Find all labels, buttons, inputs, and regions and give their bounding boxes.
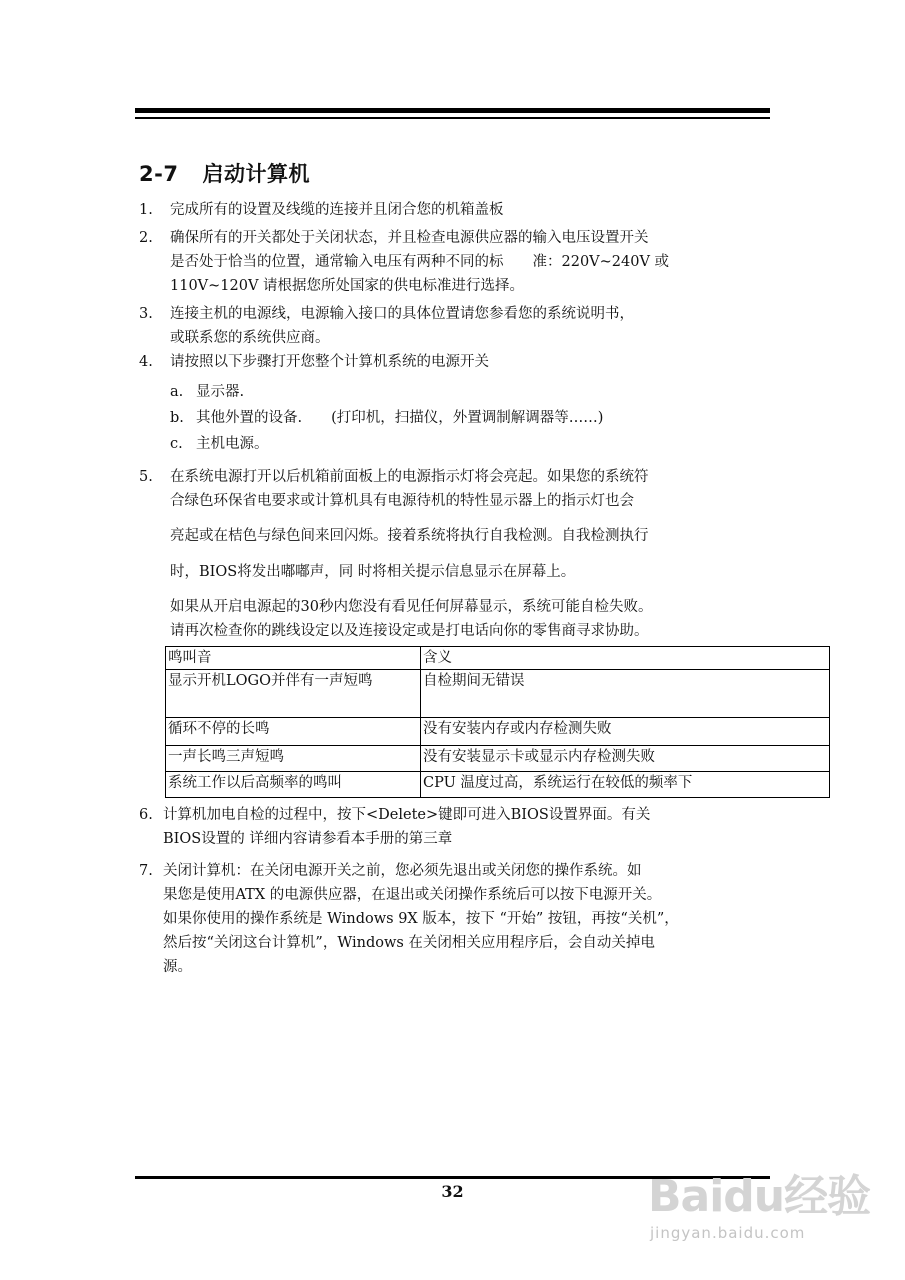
table-row <box>166 746 830 772</box>
substep-text: 主机电源。 <box>196 436 269 452</box>
list-item-line: 关闭计算机：在关闭电源开关之前，您必须先退出或关闭您的操作系统。如 <box>163 863 642 879</box>
table-cell: 一声长鸣三声短鸣 <box>166 746 421 772</box>
list-item-line: 确保所有的开关都处于关闭状态，并且检查电源供应器的输入电压设置开关 <box>170 230 649 246</box>
list-item-1 <box>139 198 779 222</box>
substep-letter: c. <box>170 436 183 452</box>
table-row <box>166 772 830 798</box>
list-item-number: 6. <box>139 807 153 823</box>
item5-line-3: 亮起或在桔色与绿色间来回闪烁。接着系统将执行自我检测。自我检测执行 <box>170 528 649 544</box>
list-item-line: 合绿色环保省电要求或计算机具有电源待机的特性显示器上的指示灯也会 <box>170 493 634 509</box>
list-item-number: 1. <box>139 202 153 218</box>
beep-code-table <box>165 646 830 798</box>
table-header-cell: 鸣叫音 <box>166 647 421 670</box>
header-rule-thick <box>135 108 770 113</box>
table-cell: 循环不停的长鸣 <box>166 718 421 746</box>
item5-line-4: 时，BIOS将发出嘟嘟声，同 时将相关提示信息显示在屏幕上。 <box>170 564 576 580</box>
list-item-line: 计算机加电自检的过程中，按下<Delete>键即可进入BIOS设置界面。有关 <box>163 807 651 823</box>
list-item-7 <box>139 859 779 883</box>
table-cell: 系统工作以后高频率的鸣叫 <box>166 772 421 798</box>
table-row <box>166 718 830 746</box>
item5-line-6: 请再次检查你的跳线设定以及连接设定或是打电话向你的零售商寻求协助。 <box>170 623 649 639</box>
list-item-number: 4. <box>139 354 153 370</box>
section-number: 2-7 <box>139 162 179 186</box>
table-header-row <box>166 647 830 670</box>
list-item-line: 是否处于恰当的位置，通常输入电压有两种不同的标 准：220V~240V 或 <box>170 254 670 270</box>
substep-text: 其他外置的设备. (打印机，扫描仪，外置调制解调器等……) <box>196 410 604 426</box>
list-item-4 <box>139 350 779 374</box>
substep-letter: a. <box>170 384 184 400</box>
baidu-watermark <box>640 1150 880 1260</box>
table-cell: 显示开机LOGO并伴有一声短鸣 <box>166 670 421 718</box>
list-item-number: 5. <box>139 469 153 485</box>
header-rule-thin <box>135 117 770 119</box>
item6-line-2: BIOS设置的 详细内容请参看本手册的第三章 <box>163 831 453 847</box>
list-item-line: 在系统电源打开以后机箱前面板上的电源指示灯将会亮起。如果您的系统符 <box>170 469 649 485</box>
item7-line-4: 然后按“关闭这台计算机”，Windows 在关闭相关应用程序后，会自动关掉电 <box>163 935 655 951</box>
list-item-line: 110V~120V 请根据您所处国家的供电标准进行选择。 <box>170 278 525 294</box>
table-cell: 没有安装内存或内存检测失败 <box>421 718 830 746</box>
page-number: 32 <box>441 1182 464 1201</box>
substep-a <box>170 380 244 404</box>
table-cell: CPU 温度过高，系统运行在较低的频率下 <box>421 772 830 798</box>
table-cell: 没有安装显示卡或显示内存检测失败 <box>421 746 830 772</box>
section-title <box>139 158 310 188</box>
table-header-cell: 含义 <box>421 647 830 670</box>
watermark-url: jingyan.baidu.com <box>650 1224 806 1242</box>
list-item-number: 3. <box>139 306 153 322</box>
substep-letter: b. <box>170 410 184 426</box>
list-item-6 <box>139 803 779 827</box>
baidu-logo: Baidu经验 <box>648 1171 871 1222</box>
list-item-line: 或联系您的系统供应商。 <box>170 330 330 346</box>
list-item-number: 2. <box>139 230 153 246</box>
item5-line-5: 如果从开启电源起的30秒内您没有看见任何屏幕显示，系统可能自检失败。 <box>170 599 653 615</box>
item7-line-3: 如果你使用的操作系统是 Windows 9X 版本，按下 “开始” 按钮，再按“关机”， <box>163 911 679 927</box>
list-item-line: 连接主机的电源线，电源输入接口的具体位置请您参看您的系统说明书， <box>170 306 634 322</box>
section-title-text: 启动计算机 <box>202 162 310 186</box>
item7-line-2: 果您是使用ATX 的电源供应器，在退出或关闭操作系统后可以按下电源开关。 <box>163 887 662 903</box>
list-item-line: 请按照以下步骤打开您整个计算机系统的电源开关 <box>170 354 489 370</box>
table-cell: 自检期间无错误 <box>421 670 830 718</box>
substep-c <box>170 432 269 456</box>
substep-text: 显示器. <box>196 384 245 400</box>
item7-line-5: 源。 <box>163 959 192 975</box>
list-item-2 <box>139 226 779 298</box>
list-item-5 <box>139 465 779 513</box>
table-row <box>166 670 830 718</box>
list-item-3 <box>139 302 779 350</box>
substep-b <box>170 406 603 430</box>
list-item-number: 7. <box>139 863 153 879</box>
list-item-line: 完成所有的设置及线缆的连接并且闭合您的机箱盖板 <box>170 202 504 218</box>
